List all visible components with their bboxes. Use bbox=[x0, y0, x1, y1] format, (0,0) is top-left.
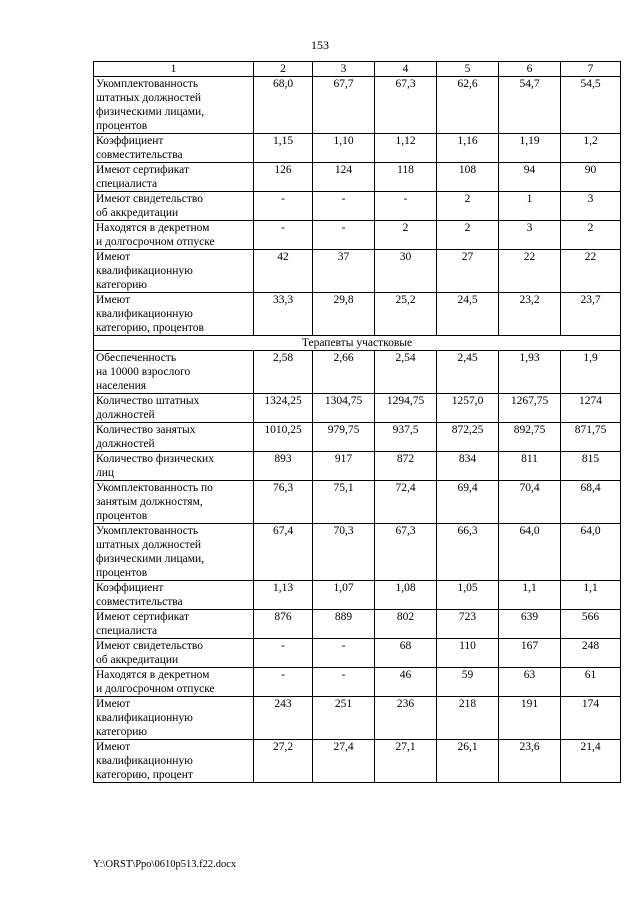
value-cell: 566 bbox=[561, 610, 621, 639]
value-cell: 25,2 bbox=[375, 293, 437, 336]
table-row bbox=[94, 481, 621, 524]
value-cell: 42 bbox=[254, 250, 313, 293]
value-cell: 815 bbox=[561, 452, 621, 481]
value-cell: 54,7 bbox=[499, 77, 561, 134]
value-cell: 27,2 bbox=[254, 740, 313, 783]
value-cell: - bbox=[313, 192, 375, 221]
row-label-line: Имеют bbox=[96, 294, 131, 306]
value-cell: 26,1 bbox=[437, 740, 499, 783]
row-label bbox=[94, 423, 254, 452]
row-label-line: Количество занятых bbox=[96, 424, 196, 436]
row-label bbox=[94, 697, 254, 740]
value-cell: 167 bbox=[499, 639, 561, 668]
row-label-line: Имеют bbox=[96, 251, 131, 263]
value-cell: 94 bbox=[499, 163, 561, 192]
table-row bbox=[94, 524, 621, 581]
value-cell: 834 bbox=[437, 452, 499, 481]
value-cell: 1,1 bbox=[561, 581, 621, 610]
value-cell: 1294,75 bbox=[375, 394, 437, 423]
value-cell: 1267,75 bbox=[499, 394, 561, 423]
row-label-line: процентов bbox=[96, 510, 148, 522]
row-label-line: штатных должностей bbox=[96, 92, 202, 104]
value-cell: 21,4 bbox=[561, 740, 621, 783]
value-cell: 811 bbox=[499, 452, 561, 481]
row-label bbox=[94, 524, 254, 581]
statistics-table bbox=[93, 61, 621, 783]
value-cell: 24,5 bbox=[437, 293, 499, 336]
row-label-line: Укомплектованность по bbox=[96, 482, 213, 494]
row-label-line: лиц bbox=[96, 467, 115, 479]
table-row bbox=[94, 423, 621, 452]
row-label bbox=[94, 163, 254, 192]
footer-file-path: Y:\ORST\Ppo\0610p513.f22.docx bbox=[93, 859, 237, 870]
value-cell: 64,0 bbox=[499, 524, 561, 581]
value-cell: 251 bbox=[313, 697, 375, 740]
row-label-line: Находятся в декретном bbox=[96, 222, 210, 234]
column-number-header: 3 bbox=[313, 62, 375, 77]
value-cell: 69,4 bbox=[437, 481, 499, 524]
row-label-line: Укомплектованность bbox=[96, 78, 199, 90]
value-cell: 27,1 bbox=[375, 740, 437, 783]
value-cell: 2,58 bbox=[254, 351, 313, 394]
value-cell: - bbox=[313, 639, 375, 668]
value-cell: 23,7 bbox=[561, 293, 621, 336]
row-label bbox=[94, 77, 254, 134]
value-cell: 1,07 bbox=[313, 581, 375, 610]
value-cell: 110 bbox=[437, 639, 499, 668]
value-cell: 126 bbox=[254, 163, 313, 192]
row-label-line: об аккредитации bbox=[96, 207, 179, 219]
row-label bbox=[94, 134, 254, 163]
row-label-line: об аккредитации bbox=[96, 654, 179, 666]
row-label bbox=[94, 668, 254, 697]
column-number-header: 6 bbox=[499, 62, 561, 77]
row-label-line: квалификационную bbox=[96, 308, 193, 320]
row-label-line: Количество физических bbox=[96, 453, 214, 465]
row-label-line: физическими лицами, bbox=[96, 553, 205, 565]
value-cell: 723 bbox=[437, 610, 499, 639]
value-cell: 68,0 bbox=[254, 77, 313, 134]
value-cell: 872 bbox=[375, 452, 437, 481]
row-label-line: квалификационную bbox=[96, 265, 193, 277]
section-header-row bbox=[94, 336, 621, 351]
row-label bbox=[94, 740, 254, 783]
value-cell: 3 bbox=[561, 192, 621, 221]
value-cell: 893 bbox=[254, 452, 313, 481]
row-label-line: квалификационную bbox=[96, 712, 193, 724]
value-cell: 802 bbox=[375, 610, 437, 639]
value-cell: 68 bbox=[375, 639, 437, 668]
value-cell: 1,15 bbox=[254, 134, 313, 163]
value-cell: - bbox=[313, 221, 375, 250]
row-label bbox=[94, 351, 254, 394]
value-cell: 72,4 bbox=[375, 481, 437, 524]
value-cell: 639 bbox=[499, 610, 561, 639]
row-label-line: Имеют сертификат bbox=[96, 611, 190, 623]
row-label-line: Количество штатных bbox=[96, 395, 200, 407]
value-cell: 1,1 bbox=[499, 581, 561, 610]
row-label-line: должностей bbox=[96, 409, 155, 421]
value-cell: 75,1 bbox=[313, 481, 375, 524]
value-cell: 67,7 bbox=[313, 77, 375, 134]
column-number-header: 5 bbox=[437, 62, 499, 77]
value-cell: 64,0 bbox=[561, 524, 621, 581]
value-cell: - bbox=[254, 221, 313, 250]
value-cell: 62,6 bbox=[437, 77, 499, 134]
row-label-line: и долгосрочном отпуске bbox=[96, 236, 215, 248]
table-row bbox=[94, 192, 621, 221]
table-row bbox=[94, 351, 621, 394]
value-cell: 174 bbox=[561, 697, 621, 740]
column-number-header: 2 bbox=[254, 62, 313, 77]
value-cell: 2 bbox=[437, 192, 499, 221]
value-cell: 1324,25 bbox=[254, 394, 313, 423]
value-cell: 27 bbox=[437, 250, 499, 293]
value-cell: 118 bbox=[375, 163, 437, 192]
table-row bbox=[94, 668, 621, 697]
value-cell: 1,2 bbox=[561, 134, 621, 163]
table-row bbox=[94, 221, 621, 250]
value-cell: 29,8 bbox=[313, 293, 375, 336]
table-row bbox=[94, 610, 621, 639]
column-number-header: 1 bbox=[94, 62, 254, 77]
row-label-line: штатных должностей bbox=[96, 539, 202, 551]
table-row bbox=[94, 639, 621, 668]
value-cell: - bbox=[254, 192, 313, 221]
row-label bbox=[94, 581, 254, 610]
row-label-line: категорию bbox=[96, 279, 148, 291]
value-cell: 27,4 bbox=[313, 740, 375, 783]
row-label bbox=[94, 639, 254, 668]
value-cell: 23,2 bbox=[499, 293, 561, 336]
value-cell: 917 bbox=[313, 452, 375, 481]
page-number: 153 bbox=[311, 38, 329, 52]
value-cell: 66,3 bbox=[437, 524, 499, 581]
row-label bbox=[94, 394, 254, 423]
value-cell: 23,6 bbox=[499, 740, 561, 783]
row-label-line: Имеют свидетельство bbox=[96, 193, 204, 205]
table-row bbox=[94, 134, 621, 163]
row-label-line: специалиста bbox=[96, 178, 158, 190]
value-cell: 937,5 bbox=[375, 423, 437, 452]
value-cell: 108 bbox=[437, 163, 499, 192]
table-row bbox=[94, 394, 621, 423]
row-label-line: должностей bbox=[96, 438, 155, 450]
value-cell: 1,9 bbox=[561, 351, 621, 394]
value-cell: 3 bbox=[499, 221, 561, 250]
value-cell: 37 bbox=[313, 250, 375, 293]
value-cell: 67,4 bbox=[254, 524, 313, 581]
row-label-line: совместительства bbox=[96, 596, 183, 608]
value-cell: 2,66 bbox=[313, 351, 375, 394]
value-cell: 889 bbox=[313, 610, 375, 639]
row-label-line: физическими лицами, bbox=[96, 106, 205, 118]
table-row bbox=[94, 697, 621, 740]
row-label bbox=[94, 481, 254, 524]
value-cell: - bbox=[313, 668, 375, 697]
row-label-line: Имеют bbox=[96, 698, 131, 710]
value-cell: 2 bbox=[375, 221, 437, 250]
value-cell: 67,3 bbox=[375, 77, 437, 134]
value-cell: 2,54 bbox=[375, 351, 437, 394]
value-cell: 1,13 bbox=[254, 581, 313, 610]
row-label-line: совместительства bbox=[96, 149, 183, 161]
value-cell: 248 bbox=[561, 639, 621, 668]
value-cell: 124 bbox=[313, 163, 375, 192]
value-cell: 30 bbox=[375, 250, 437, 293]
column-number-header: 4 bbox=[375, 62, 437, 77]
value-cell: 243 bbox=[254, 697, 313, 740]
value-cell: 1,10 bbox=[313, 134, 375, 163]
value-cell: 1274 bbox=[561, 394, 621, 423]
value-cell: 892,75 bbox=[499, 423, 561, 452]
value-cell: 68,4 bbox=[561, 481, 621, 524]
value-cell: 33,3 bbox=[254, 293, 313, 336]
value-cell: 63 bbox=[499, 668, 561, 697]
value-cell: 1 bbox=[499, 192, 561, 221]
value-cell: 236 bbox=[375, 697, 437, 740]
value-cell: - bbox=[254, 668, 313, 697]
value-cell: 1,93 bbox=[499, 351, 561, 394]
column-number-header: 7 bbox=[561, 62, 621, 77]
row-label-line: процентов bbox=[96, 567, 148, 579]
value-cell: 90 bbox=[561, 163, 621, 192]
row-label-line: Имеют сертификат bbox=[96, 164, 190, 176]
row-label-line: категорию bbox=[96, 726, 148, 738]
row-label-line: категорию, процент bbox=[96, 769, 193, 781]
value-cell: 2,45 bbox=[437, 351, 499, 394]
table-row bbox=[94, 77, 621, 134]
row-label-line: Имеют bbox=[96, 741, 131, 753]
value-cell: 1304,75 bbox=[313, 394, 375, 423]
row-label-line: процентов bbox=[96, 120, 148, 132]
table-row bbox=[94, 293, 621, 336]
row-label bbox=[94, 610, 254, 639]
row-label-line: Находятся в декретном bbox=[96, 669, 210, 681]
row-label bbox=[94, 293, 254, 336]
value-cell: 871,75 bbox=[561, 423, 621, 452]
table-row bbox=[94, 163, 621, 192]
row-label-line: квалификационную bbox=[96, 755, 193, 767]
value-cell: 876 bbox=[254, 610, 313, 639]
value-cell: 2 bbox=[561, 221, 621, 250]
value-cell: 1,12 bbox=[375, 134, 437, 163]
row-label-line: Обеспеченность bbox=[96, 352, 177, 364]
value-cell: 54,5 bbox=[561, 77, 621, 134]
value-cell: 61 bbox=[561, 668, 621, 697]
row-label-line: Имеют свидетельство bbox=[96, 640, 204, 652]
value-cell: 46 bbox=[375, 668, 437, 697]
section-title: Терапевты участковые bbox=[94, 336, 621, 351]
value-cell: 872,25 bbox=[437, 423, 499, 452]
row-label-line: занятым должностям, bbox=[96, 496, 203, 508]
table-header-row bbox=[94, 62, 621, 77]
table-row bbox=[94, 581, 621, 610]
table-row bbox=[94, 452, 621, 481]
value-cell: 1,05 bbox=[437, 581, 499, 610]
value-cell: 76,3 bbox=[254, 481, 313, 524]
row-label-line: категорию, процентов bbox=[96, 322, 204, 334]
value-cell: 979,75 bbox=[313, 423, 375, 452]
value-cell: 70,4 bbox=[499, 481, 561, 524]
row-label-line: специалиста bbox=[96, 625, 158, 637]
value-cell: 1,16 bbox=[437, 134, 499, 163]
row-label-line: населения bbox=[96, 380, 147, 392]
value-cell: 1,08 bbox=[375, 581, 437, 610]
value-cell: 218 bbox=[437, 697, 499, 740]
row-label bbox=[94, 452, 254, 481]
table-row bbox=[94, 740, 621, 783]
row-label bbox=[94, 192, 254, 221]
value-cell: 67,3 bbox=[375, 524, 437, 581]
value-cell: 1257,0 bbox=[437, 394, 499, 423]
row-label bbox=[94, 250, 254, 293]
value-cell: 70,3 bbox=[313, 524, 375, 581]
value-cell: 1010,25 bbox=[254, 423, 313, 452]
value-cell: - bbox=[254, 639, 313, 668]
value-cell: 2 bbox=[437, 221, 499, 250]
value-cell: - bbox=[375, 192, 437, 221]
value-cell: 59 bbox=[437, 668, 499, 697]
row-label-line: Укомплектованность bbox=[96, 525, 199, 537]
row-label-line: и долгосрочном отпуске bbox=[96, 683, 215, 695]
value-cell: 22 bbox=[499, 250, 561, 293]
row-label-line: на 10000 взрослого bbox=[96, 366, 191, 378]
row-label-line: Коэффициент bbox=[96, 582, 164, 594]
value-cell: 22 bbox=[561, 250, 621, 293]
row-label-line: Коэффициент bbox=[96, 135, 164, 147]
row-label bbox=[94, 221, 254, 250]
table-row bbox=[94, 250, 621, 293]
value-cell: 1,19 bbox=[499, 134, 561, 163]
value-cell: 191 bbox=[499, 697, 561, 740]
